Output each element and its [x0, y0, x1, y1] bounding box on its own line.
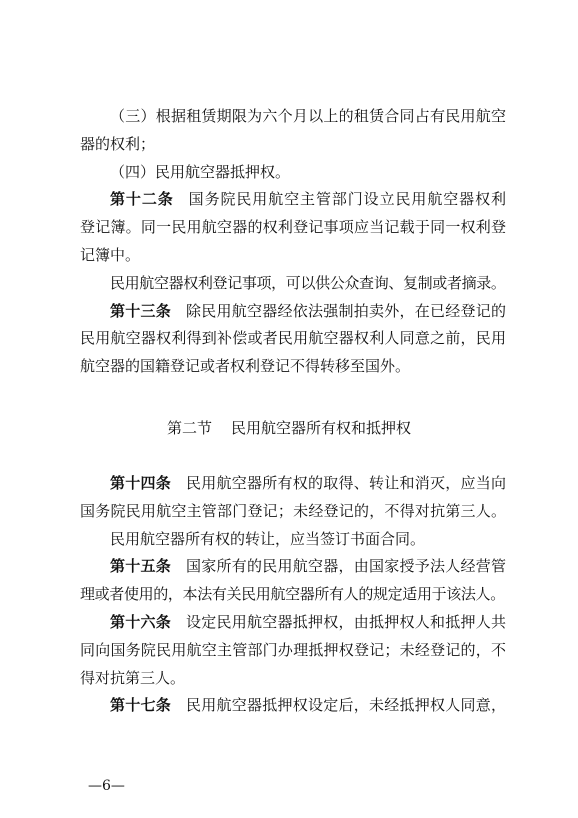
line-text: 民用航空器抵押权设定后，未经抵押权人同意， — [186, 696, 506, 715]
body-text-bottom — [80, 470, 506, 720]
article-number: 第十三条 — [110, 301, 171, 320]
section-number: 第二节 — [166, 419, 212, 437]
line-text: 民用航空器所有权的转让，应当签订书面合同。 — [110, 529, 426, 548]
body-line — [80, 298, 506, 326]
line-text: 民用航空器所有权的取得、转让和消灭，应当向 — [186, 474, 506, 492]
body-line — [80, 470, 506, 498]
line-text: （三）根据租赁期限为六个月以上的租赁合同占有民用航空 — [110, 107, 506, 125]
body-text-top — [80, 103, 506, 381]
body-line — [80, 526, 506, 554]
body-line — [80, 186, 506, 214]
body-line — [80, 242, 506, 270]
body-line — [80, 270, 506, 298]
body-line — [80, 159, 506, 187]
line-text: 器的权利； — [80, 134, 156, 153]
line-text: （四）民用航空器抵押权。 — [110, 162, 291, 181]
line-text: 登记簿。同一民用航空器的权利登记事项应当记载于同一权利登 — [80, 218, 506, 237]
body-line — [80, 581, 506, 609]
line-text: 民用航空器权利登记事项，可以供公众查询、复制或者摘录。 — [110, 273, 506, 292]
section-title: 民用航空器所有权和抵押权 — [231, 419, 412, 437]
section-heading — [0, 414, 578, 442]
body-line — [80, 325, 506, 353]
line-text: 航空器的国籍登记或者权利登记不得转移至国外。 — [80, 357, 411, 376]
line-text: 设定民用航空器抵押权，由抵押权人和抵押人共 — [186, 612, 506, 631]
body-line — [80, 609, 506, 637]
line-text: 国务院民用航空主管部门登记；未经登记的，不得对抗第三人。 — [80, 501, 506, 520]
article-number: 第十七条 — [110, 696, 171, 715]
body-line — [80, 553, 506, 581]
body-line — [80, 692, 506, 720]
body-line — [80, 131, 506, 159]
line-text: 民用航空器权利得到补偿或者民用航空器权利人同意之前，民用 — [80, 329, 506, 348]
article-number: 第十四条 — [110, 474, 171, 492]
line-text: 得对抗第三人。 — [80, 668, 186, 687]
line-text: 国务院民用航空主管部门设立民用航空器权利 — [188, 190, 506, 209]
line-text: 同向国务院民用航空主管部门办理抵押权登记；未经登记的，不 — [80, 640, 506, 659]
article-number: 第十五条 — [110, 557, 171, 576]
line-text: 记簿中。 — [80, 245, 141, 264]
line-text: 除民用航空器经依法强制拍卖外，在已经登记的 — [186, 301, 506, 320]
line-text: 国家所有的民用航空器，由国家授予法人经营管 — [186, 557, 506, 576]
body-line — [80, 103, 506, 131]
body-line — [80, 665, 506, 693]
article-number: 第十六条 — [110, 612, 171, 631]
body-line — [80, 637, 506, 665]
body-line — [80, 498, 506, 526]
body-line — [80, 214, 506, 242]
article-number: 第十二条 — [110, 190, 174, 209]
page-number: —6— — [88, 778, 125, 794]
body-line — [80, 353, 506, 381]
line-text: 理或者使用的，本法有关民用航空器所有人的规定适用于该法人。 — [80, 585, 505, 604]
